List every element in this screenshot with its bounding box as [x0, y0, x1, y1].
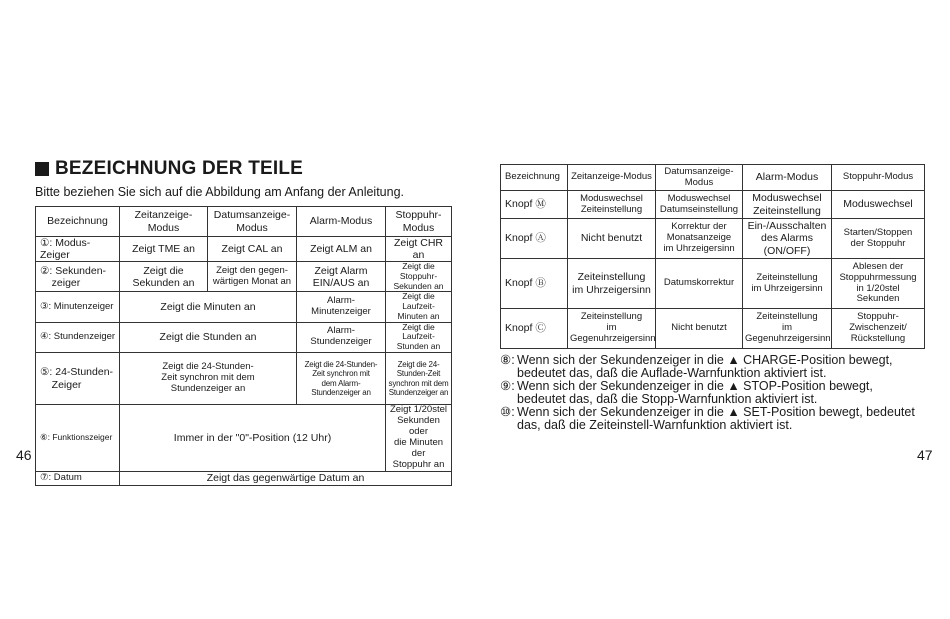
- table-cell: Immer in der "0"-Position (12 Uhr): [120, 405, 386, 472]
- header-cell: Bezeichnung: [36, 207, 120, 237]
- square-bullet-icon: [35, 162, 49, 176]
- row-label: ③: Minutenzeiger: [36, 292, 120, 322]
- table-cell: Zeigt den gegen- wärtigen Monat an: [208, 262, 297, 292]
- table-cell: Zeigt 1/20stel Sekunden oder die Minuten der Stoppuhr an: [386, 405, 452, 472]
- table-cell: Moduswechsel Zeiteinstellung: [568, 191, 656, 219]
- table-cell: Datumskorrektur: [656, 259, 743, 309]
- row-label: Knopf Ⓜ: [501, 191, 568, 219]
- table-row: [36, 237, 452, 262]
- header-cell: Zeitanzeige-Modus: [568, 165, 656, 191]
- table-cell: Zeigt CAL an: [208, 237, 297, 262]
- note-item: [500, 354, 920, 380]
- table-cell: Moduswechsel Datumseinstellung: [656, 191, 743, 219]
- note-text: Wenn sich der Sekundenzeiger in die ▲ STOP-Position bewegt, bedeutet das, daß die Stopp-Warnfunktion aktiviert ist.: [517, 379, 873, 406]
- table-cell: Alarm-Minutenzeiger: [297, 292, 386, 322]
- table-cell: Zeigt die Minuten an: [120, 292, 297, 322]
- note-number: ⑨:: [500, 379, 515, 393]
- table-cell: Zeigt die 24-Stunden- Zeit synchron mit dem Alarm- Stundenzeiger an: [297, 353, 386, 405]
- table-cell: Zeigt CHR an: [386, 237, 452, 262]
- table-cell: Ein-/Ausschalten des Alarms (ON/OFF): [743, 219, 832, 259]
- intro-text: Bitte beziehen Sie sich auf die Abbildung am Anfang der Anleitung.: [35, 185, 405, 199]
- table-cell: Alarm-Stundenzeiger: [297, 322, 386, 352]
- table-cell: Zeiteinstellung im Uhrzeigersinn: [568, 259, 656, 309]
- table-cell: Zeiteinstellung im Gegenuhrzeigersinn: [743, 309, 832, 349]
- header-cell: Alarm-Modus: [743, 165, 832, 191]
- header-cell: Alarm-Modus: [297, 207, 386, 237]
- note-text: Wenn sich der Sekundenzeiger in die ▲ SET-Position bewegt, bedeutet das, daß die Zeiteinstell-Warnfunktion aktiviert ist.: [517, 405, 915, 432]
- table-row: [36, 471, 452, 485]
- header-cell: Zeitanzeige- Modus: [120, 207, 208, 237]
- buttons-table: [500, 164, 925, 349]
- table-header-row: [36, 207, 452, 237]
- notes-list: [500, 354, 920, 432]
- row-label: Knopf Ⓐ: [501, 219, 568, 259]
- header-cell: Stoppuhr-Modus: [832, 165, 925, 191]
- table-cell: Zeigt die Laufzeit- Stunden an: [386, 322, 452, 352]
- heading-text: BEZEICHNUNG DER TEILE: [55, 158, 304, 179]
- parts-table: [35, 206, 452, 486]
- table-row: [501, 309, 925, 349]
- table-row: [36, 292, 452, 322]
- table-cell: Nicht benutzt: [656, 309, 743, 349]
- note-number: ⑩:: [500, 405, 515, 419]
- table-row: [36, 405, 452, 472]
- row-label: Knopf Ⓑ: [501, 259, 568, 309]
- table-cell: Nicht benutzt: [568, 219, 656, 259]
- table-cell: Zeigt die Stoppuhr- Sekunden an: [386, 262, 452, 292]
- note-text: Wenn sich der Sekundenzeiger in die ▲ CHARGE-Position bewegt, bedeutet das, daß die Auflade-Warnfunktion aktiviert ist.: [517, 353, 893, 380]
- row-label: Knopf Ⓒ: [501, 309, 568, 349]
- section-heading: [35, 158, 303, 180]
- table-row: [501, 259, 925, 309]
- page-number-left: 46: [16, 447, 32, 463]
- table-row: [501, 191, 925, 219]
- table-cell: Starten/Stoppen der Stoppuhr: [832, 219, 925, 259]
- header-cell: Datumsanzeige- Modus: [656, 165, 743, 191]
- table-cell: Moduswechsel Zeiteinstellung: [743, 191, 832, 219]
- table-row: [36, 353, 452, 405]
- table-cell: Zeigt die Laufzeit- Minuten an: [386, 292, 452, 322]
- table-cell: Zeiteinstellung im Gegenuhrzeigersinn: [568, 309, 656, 349]
- note-item: [500, 406, 920, 432]
- page-number-right: 47: [917, 447, 933, 463]
- note-number: ⑧:: [500, 353, 515, 367]
- row-label: ②: Sekunden- zeiger: [36, 262, 120, 292]
- table-cell: Stoppuhr- Zwischenzeit/ Rückstellung: [832, 309, 925, 349]
- note-item: [500, 380, 920, 406]
- row-label: ⑦: Datum: [36, 471, 120, 485]
- header-cell: Stoppuhr- Modus: [386, 207, 452, 237]
- row-label: ⑤: 24-Stunden- Zeiger: [36, 353, 120, 405]
- table-row: [36, 262, 452, 292]
- table-cell: Zeigt Alarm EIN/AUS an: [297, 262, 386, 292]
- table-row: [501, 219, 925, 259]
- row-label: ④: Stundenzeiger: [36, 322, 120, 352]
- header-cell: Datumsanzeige- Modus: [208, 207, 297, 237]
- row-label: ①: Modus-Zeiger: [36, 237, 120, 262]
- table-cell: Zeigt ALM an: [297, 237, 386, 262]
- table-cell: Zeiteinstellung im Uhrzeigersinn: [743, 259, 832, 309]
- table-cell: Korrektur der Monatsanzeige im Uhrzeigersinn: [656, 219, 743, 259]
- table-cell: Zeigt TME an: [120, 237, 208, 262]
- table-cell: Ablesen der Stoppuhrmessung in 1/20stel Sekunden: [832, 259, 925, 309]
- table-cell: Zeigt die 24- Stunden-Zeit synchron mit dem Stundenzeiger an: [386, 353, 452, 405]
- table-cell: Moduswechsel: [832, 191, 925, 219]
- table-cell: Zeigt die Sekunden an: [120, 262, 208, 292]
- header-cell: Bezeichnung: [501, 165, 568, 191]
- table-cell: Zeigt die Stunden an: [120, 322, 297, 352]
- table-cell: Zeigt das gegenwärtige Datum an: [120, 471, 452, 485]
- table-header-row: [501, 165, 925, 191]
- row-label: ⑥: Funktionszeiger: [36, 405, 120, 472]
- table-cell: Zeigt die 24-Stunden- Zeit synchron mit dem Stundenzeiger an: [120, 353, 297, 405]
- table-row: [36, 322, 452, 352]
